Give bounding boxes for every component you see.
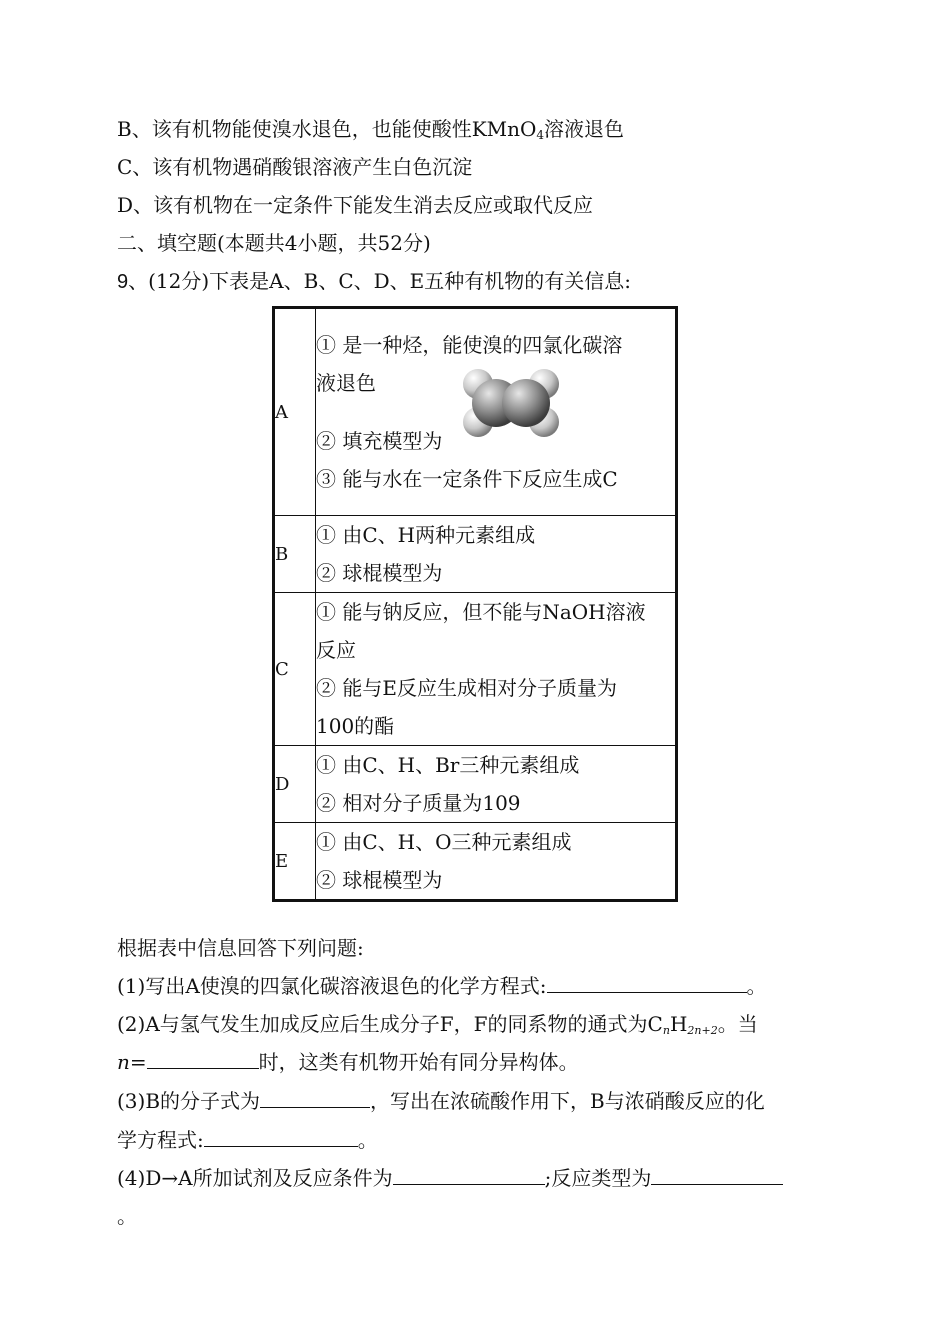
row-content-c — [316, 593, 677, 746]
q3b-text: 学方程式: — [117, 1128, 204, 1152]
q2-end: 。当 — [717, 1012, 758, 1036]
d-line1: ① 由C、H、Br三种元素组成 — [316, 753, 580, 777]
question-9-number: 9 — [117, 271, 129, 293]
q2-h: H — [669, 1012, 688, 1036]
ethylene-space-filling-model-icon — [456, 362, 566, 442]
option-b-text: B、该有机物能使溴水退色，也能使酸性KMnO — [117, 117, 537, 141]
table-row-a — [274, 308, 677, 516]
e-line1: ① 由C、H、O三种元素组成 — [316, 830, 572, 854]
question-9-text: 、(12分)下表是A、B、C、D、E五种有机物的有关信息: — [128, 269, 631, 293]
c-line3: ② 能与E反应生成相对分子质量为 — [316, 676, 617, 700]
question-3 — [117, 1087, 765, 1115]
c-line1: ① 能与钠反应，但不能与NaOH溶液 — [316, 600, 646, 624]
q1-text: (1)写出A使溴的四氯化碳溶液退色的化学方程式: — [117, 974, 547, 998]
q2b-text: 时，这类有机物开始有同分异构体。 — [258, 1050, 579, 1074]
q3-mid: ，写出在浓硫酸作用下，B与浓硝酸反应的化 — [370, 1089, 765, 1113]
row-label-a: A — [274, 308, 316, 516]
question-9 — [117, 267, 631, 296]
q2-sub-2n2: 2n+2 — [687, 1024, 718, 1037]
info-table — [272, 306, 678, 902]
row-label-c: C — [274, 593, 316, 746]
q3b-end: 。 — [357, 1128, 378, 1152]
table-row-b — [274, 516, 677, 593]
question-4 — [117, 1164, 783, 1192]
q4-blank-type[interactable] — [651, 1166, 783, 1185]
q2b-n: n — [117, 1050, 130, 1074]
table-row-e — [274, 823, 677, 901]
option-b-sub: 4 — [536, 128, 545, 142]
question-2-cont — [117, 1048, 579, 1076]
row-content-a — [316, 308, 677, 516]
section-heading: 二、填空题(本题共4小题，共52分) — [117, 231, 431, 255]
a-line2: 液退色 — [316, 371, 376, 395]
q3-blank-formula[interactable] — [260, 1089, 370, 1108]
question-3-cont — [117, 1126, 378, 1154]
c-line4: 100的酯 — [316, 714, 395, 738]
q1-end: 。 — [746, 974, 767, 998]
row-content-b — [316, 516, 677, 593]
q1-blank[interactable] — [547, 974, 747, 993]
q4-mid: ;反应类型为 — [544, 1166, 652, 1190]
b-line1: ① 由C、H两种元素组成 — [316, 523, 536, 547]
option-c: C、该有机物遇硝酸银溶液产生白色沉淀 — [117, 155, 473, 179]
a-model-line — [316, 402, 675, 460]
q3-blank-equation[interactable] — [204, 1128, 358, 1147]
q2-sub-n: n — [662, 1024, 670, 1037]
answers-intro: 根据表中信息回答下列问题: — [117, 936, 364, 960]
row-label-e: E — [274, 823, 316, 901]
a-line4: ③ 能与水在一定条件下反应生成C — [316, 467, 618, 491]
b-line2: ② 球棍模型为 — [316, 561, 443, 585]
row-content-d — [316, 746, 677, 823]
table-row-d — [274, 746, 677, 823]
question-4-end: 。 — [117, 1204, 137, 1228]
q2b-eq: = — [129, 1050, 147, 1074]
q4-text: (4)D→A所加试剂及反应条件为 — [117, 1166, 393, 1190]
a-line3: ② 填充模型为 — [316, 429, 443, 453]
option-b — [117, 115, 624, 149]
table-row-c — [274, 593, 677, 746]
q4-blank-conditions[interactable] — [393, 1166, 545, 1185]
row-label-b: B — [274, 516, 316, 593]
question-1 — [117, 972, 767, 1000]
option-d: D、该有机物在一定条件下能发生消去反应或取代反应 — [117, 193, 594, 217]
d-line2: ② 相对分子质量为109 — [316, 791, 521, 815]
row-label-d: D — [274, 746, 316, 823]
q3-text: (3)B的分子式为 — [117, 1089, 261, 1113]
row-content-e — [316, 823, 677, 901]
e-line2: ② 球棍模型为 — [316, 868, 443, 892]
a-line1: ① 是一种烃，能使溴的四氯化碳溶 — [316, 333, 623, 357]
question-2 — [117, 1010, 758, 1045]
q2-blank[interactable] — [147, 1050, 259, 1069]
q2-text: (2)A与氢气发生加成反应后生成分子F，F的同系物的通式为C — [117, 1012, 663, 1036]
c-line2: 反应 — [316, 638, 356, 662]
option-b-tail: 溶液退色 — [544, 117, 625, 141]
